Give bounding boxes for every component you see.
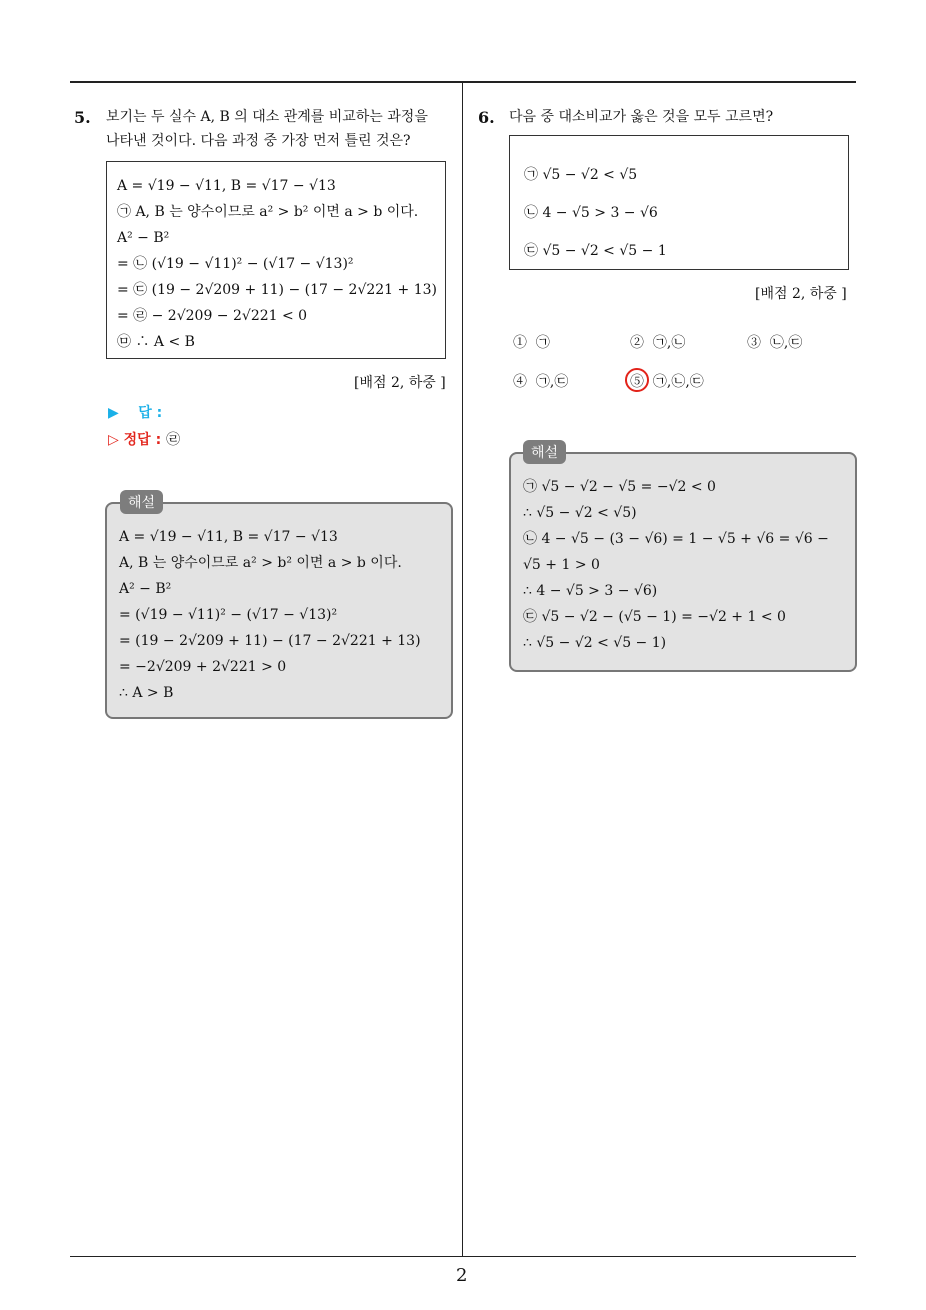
q5-correct-row xyxy=(108,429,180,449)
q6-text: 다음 중 대소비교가 옳은 것을 모두 고르면? xyxy=(509,109,774,125)
choice-number: ⑤ xyxy=(630,374,644,390)
q5-expl-line: A, B 는 양수이므로 a² > b² 이면 a > b 이다. xyxy=(119,555,402,571)
choice-text: ㉠,㉡ xyxy=(652,335,686,351)
q5-text-line1: 보기는 두 실수 A, B 의 대소 관계를 비교하는 과정을 xyxy=(106,109,428,125)
q5-expl-line: = (19 − 2√209 + 11) − (17 − 2√221 + 13) xyxy=(119,633,421,649)
q6-expl-line: ㉡ 4 − √5 − (3 − √6) = 1 − √5 + √6 = √6 − xyxy=(523,531,829,547)
q5-box-line: = ㉡ (√19 − √11)² − (√17 − √13)² xyxy=(117,256,354,272)
q5-number: 5. xyxy=(74,108,91,127)
page-number: 2 xyxy=(456,1265,468,1286)
q5-score: [배점 2, 하중 ] xyxy=(354,375,446,391)
q6-choice-2[interactable] xyxy=(630,332,685,352)
column-divider xyxy=(462,83,463,1257)
q5-explanation-tab: 해설 xyxy=(120,490,163,514)
q5-expl-line: = (√19 − √11)² − (√17 − √13)² xyxy=(119,607,338,623)
q5-explanation-box xyxy=(105,502,453,719)
q6-explanation-box xyxy=(509,452,857,672)
q6-box-line: ㉡ 4 − √5 > 3 − √6 xyxy=(524,205,658,221)
q5-box-line: A² − B² xyxy=(117,230,170,246)
q5-box-line: = ㉢ (19 − 2√209 + 11) − (17 − 2√221 + 13) xyxy=(117,282,437,298)
q6-expl-line: ㉢ √5 − √2 − (√5 − 1) = −√2 + 1 < 0 xyxy=(523,609,786,625)
q6-expl-line: ∴ √5 − √2 < √5 − 1) xyxy=(523,635,667,651)
q5-condition-box xyxy=(106,161,446,359)
correct-label: 정답 : xyxy=(123,432,162,448)
q6-expl-line: ∴ √5 − √2 < √5) xyxy=(523,505,637,521)
choice-text: ㉠,㉡,㉢ xyxy=(652,374,704,390)
choice-text: ㉠,㉢ xyxy=(535,374,569,390)
answer-arrow-icon: ▶ xyxy=(108,405,119,421)
choice-number: ③ xyxy=(747,335,761,351)
q6-choice-4[interactable] xyxy=(513,371,568,391)
q5-text xyxy=(106,105,456,153)
q5-box-line: = ㉣ − 2√209 − 2√221 < 0 xyxy=(117,308,308,324)
q6-expl-line: ∴ 4 − √5 > 3 − √6) xyxy=(523,583,658,599)
correct-arrow-icon: ▷ xyxy=(108,432,119,448)
bottom-rule xyxy=(70,1256,856,1257)
q6-statement-box xyxy=(509,135,849,270)
choice-text: ㉠ xyxy=(535,335,550,351)
q5-expl-line: = −2√209 + 2√221 > 0 xyxy=(119,659,287,675)
choice-number: ④ xyxy=(513,374,527,390)
q5-expl-line: ∴ A > B xyxy=(119,685,174,701)
q5-box-line: ㉤ ∴ A < B xyxy=(117,334,195,350)
q6-explanation-tab: 해설 xyxy=(523,440,566,464)
q6-box-line: ㉢ √5 − √2 < √5 − 1 xyxy=(524,243,667,259)
q6-choice-1[interactable] xyxy=(513,332,550,352)
q6-box-line: ㉠ √5 − √2 < √5 xyxy=(524,167,638,183)
q5-answer-row xyxy=(108,402,162,422)
q6-expl-line: ㉠ √5 − √2 − √5 = −√2 < 0 xyxy=(523,479,716,495)
q5-box-line: ㉠ A, B 는 양수이므로 a² > b² 이면 a > b 이다. xyxy=(117,204,419,220)
top-rule xyxy=(70,81,856,83)
q5-expl-line: A² − B² xyxy=(119,581,172,597)
q6-score: [배점 2, 하중 ] xyxy=(755,286,847,302)
choice-number: ② xyxy=(630,335,644,351)
choice-number: ① xyxy=(513,335,527,351)
choice-text: ㉡,㉢ xyxy=(769,335,803,351)
q6-expl-line: √5 + 1 > 0 xyxy=(523,557,600,573)
q5-text-line2: 나타낸 것이다. 다음 과정 중 가장 먼저 틀린 것은? xyxy=(106,133,411,149)
q5-expl-line: A = √19 − √11, B = √17 − √13 xyxy=(119,529,338,545)
q6-choice-3[interactable] xyxy=(747,332,802,352)
correct-value: ㉣ xyxy=(166,432,181,448)
answer-label: 답 : xyxy=(138,405,163,421)
q5-box-line: A = √19 − √11, B = √17 − √13 xyxy=(117,178,336,194)
q6-number: 6. xyxy=(478,108,495,127)
answer-circle-mark xyxy=(625,368,649,392)
